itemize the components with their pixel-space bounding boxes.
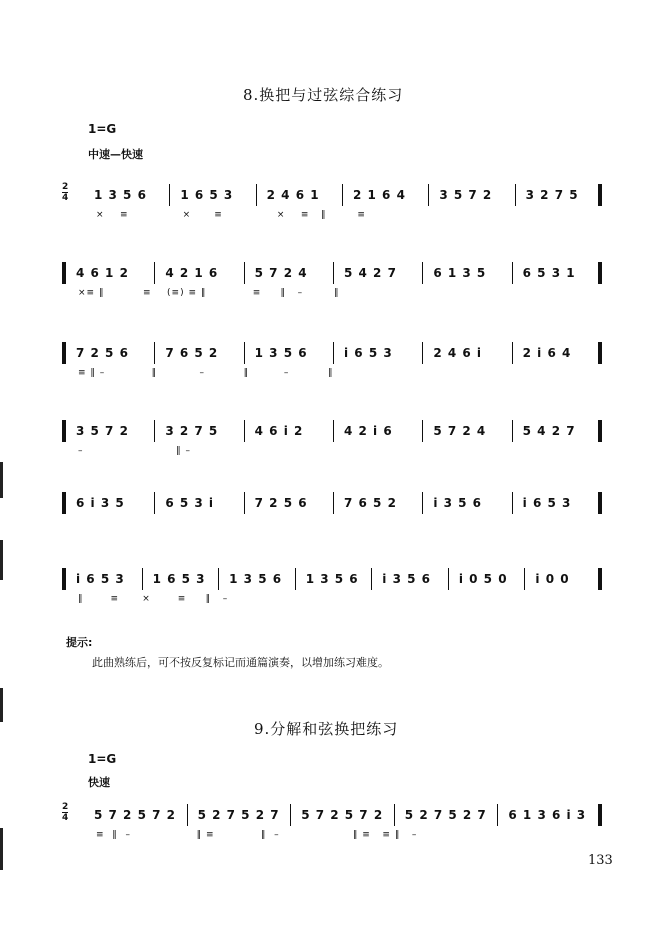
section-8-tempo: 中速—快速 bbox=[88, 148, 143, 161]
scan-edge-mark bbox=[0, 828, 3, 870]
measure: 5 7 2 5 7 2 bbox=[301, 808, 384, 822]
measure: 1 3 5 6 bbox=[305, 572, 359, 586]
barline bbox=[154, 492, 155, 514]
measure: i 6 5 3 bbox=[76, 572, 125, 586]
measure: 2 4 6 1 bbox=[266, 188, 320, 202]
barline bbox=[333, 342, 334, 364]
repeat-start-barline bbox=[62, 492, 66, 514]
staff-line bbox=[62, 796, 617, 846]
position-marks: ‖ ≡ × ≡ ‖ – bbox=[78, 594, 229, 604]
barline bbox=[187, 804, 188, 826]
barline bbox=[422, 262, 423, 284]
measure: 1 3 5 6 bbox=[254, 346, 308, 360]
measure: i 0 5 0 bbox=[458, 572, 508, 586]
tips-heading: 提示: bbox=[66, 636, 93, 649]
barline bbox=[422, 420, 423, 442]
final-barline bbox=[598, 568, 602, 590]
page-number: 133 bbox=[588, 853, 613, 868]
measure: 5 2 7 5 2 7 bbox=[197, 808, 280, 822]
barline bbox=[428, 184, 429, 206]
measure: 1 6 5 3 bbox=[152, 572, 206, 586]
barline bbox=[422, 342, 423, 364]
measure: 6 5 3 i bbox=[165, 496, 215, 510]
barline bbox=[342, 184, 343, 206]
staff-line bbox=[62, 254, 617, 304]
section-8-title: 8.换把与过弦综合练习 bbox=[243, 86, 404, 104]
measure: 7 2 5 6 bbox=[254, 496, 308, 510]
barline bbox=[394, 804, 395, 826]
section-9-key: 1=G bbox=[88, 752, 117, 766]
barline bbox=[512, 262, 513, 284]
barline bbox=[244, 262, 245, 284]
barline bbox=[512, 492, 513, 514]
measure: 6 1 3 5 bbox=[433, 266, 487, 280]
final-barline bbox=[598, 804, 602, 826]
barline bbox=[371, 568, 372, 590]
measure: 6 i 3 5 bbox=[76, 496, 125, 510]
barline bbox=[218, 568, 219, 590]
scan-edge-mark bbox=[0, 540, 3, 580]
measure: 5 4 2 7 bbox=[344, 266, 397, 280]
barline bbox=[333, 492, 334, 514]
scan-edge-mark bbox=[0, 462, 3, 498]
final-barline bbox=[598, 420, 602, 442]
final-barline bbox=[598, 342, 602, 364]
tips-text: 此曲熟练后，可不按反复标记而通篇演奏，以增加练习难度。 bbox=[92, 656, 389, 669]
measure: 4 6 1 2 bbox=[76, 266, 129, 280]
barline bbox=[512, 342, 513, 364]
position-marks: ≡ ‖ – ‖ – ‖ – ‖ bbox=[78, 368, 334, 378]
scan-edge-mark bbox=[0, 688, 3, 722]
measure: 3 5 7 2 bbox=[439, 188, 493, 202]
section-9-title: 9.分解和弦换把练习 bbox=[254, 720, 399, 738]
measure: 5 7 2 5 7 2 bbox=[94, 808, 176, 822]
position-marks: ×≡ ‖ ≡ (≡) ≡ ‖ ≡ ‖ – ‖ bbox=[78, 288, 340, 298]
final-barline bbox=[598, 184, 602, 206]
barline bbox=[333, 420, 334, 442]
barline bbox=[290, 804, 291, 826]
measure: 1 3 5 6 bbox=[94, 188, 147, 202]
measure: 7 2 5 6 bbox=[76, 346, 129, 360]
measure: i 6 5 3 bbox=[344, 346, 393, 360]
barline bbox=[497, 804, 498, 826]
measure: 4 6 i 2 bbox=[254, 424, 304, 438]
measure: 2 4 6 i bbox=[433, 346, 483, 360]
section-9-tempo: 快速 bbox=[88, 776, 110, 789]
barline bbox=[256, 184, 257, 206]
position-marks: × ≡ × ≡ × ≡ ‖ ≡ bbox=[96, 210, 366, 220]
measure: 3 2 7 5 bbox=[525, 188, 579, 202]
barline bbox=[244, 420, 245, 442]
time-signature: 2 4 bbox=[62, 182, 69, 203]
barline bbox=[515, 184, 516, 206]
barline bbox=[154, 420, 155, 442]
repeat-start-barline bbox=[62, 420, 66, 442]
measure: 5 7 2 4 bbox=[433, 424, 487, 438]
final-barline bbox=[598, 492, 602, 514]
final-barline bbox=[598, 262, 602, 284]
barline bbox=[169, 184, 170, 206]
barline bbox=[244, 342, 245, 364]
measure: i 3 5 6 bbox=[433, 496, 483, 510]
barline bbox=[422, 492, 423, 514]
repeat-start-barline bbox=[62, 568, 66, 590]
staff-line bbox=[62, 334, 617, 384]
measure: 6 1 3 6 i 3 bbox=[508, 808, 587, 822]
staff-line bbox=[62, 560, 617, 610]
repeat-start-barline bbox=[62, 342, 66, 364]
staff-line bbox=[62, 412, 617, 462]
barline bbox=[154, 342, 155, 364]
section-8-key: 1=G bbox=[88, 122, 117, 136]
measure: 5 2 7 5 2 7 bbox=[404, 808, 487, 822]
barline bbox=[524, 568, 525, 590]
barline bbox=[512, 420, 513, 442]
barline bbox=[142, 568, 143, 590]
measure: i 0 0 bbox=[535, 572, 570, 586]
measure: 2 i 6 4 bbox=[522, 346, 572, 360]
measure: 5 4 2 7 bbox=[522, 424, 576, 438]
barline bbox=[333, 262, 334, 284]
position-marks: – ‖ – bbox=[78, 446, 192, 456]
measure: 4 2 1 6 bbox=[165, 266, 219, 280]
measure: 6 5 3 1 bbox=[522, 266, 576, 280]
time-signature: 2 4 bbox=[62, 802, 69, 823]
repeat-start-barline bbox=[62, 262, 66, 284]
measure: 5 7 2 4 bbox=[254, 266, 308, 280]
measure: 7 6 5 2 bbox=[165, 346, 219, 360]
measure: 7 6 5 2 bbox=[344, 496, 397, 510]
measure: 1 3 5 6 bbox=[229, 572, 283, 586]
measure: 2 1 6 4 bbox=[353, 188, 406, 202]
staff-line bbox=[62, 176, 617, 226]
measure: i 3 5 6 bbox=[382, 572, 431, 586]
measure: 3 2 7 5 bbox=[165, 424, 219, 438]
barline bbox=[244, 492, 245, 514]
measure: 1 6 5 3 bbox=[180, 188, 234, 202]
barline bbox=[154, 262, 155, 284]
position-marks: ≡ ‖ – ‖ ≡ ‖ – ‖ ≡ ≡ ‖ – bbox=[96, 830, 418, 840]
measure: i 6 5 3 bbox=[522, 496, 572, 510]
measure: 3 5 7 2 bbox=[76, 424, 129, 438]
staff-line bbox=[62, 484, 617, 534]
measure: 4 2 i 6 bbox=[344, 424, 393, 438]
barline bbox=[295, 568, 296, 590]
barline bbox=[448, 568, 449, 590]
